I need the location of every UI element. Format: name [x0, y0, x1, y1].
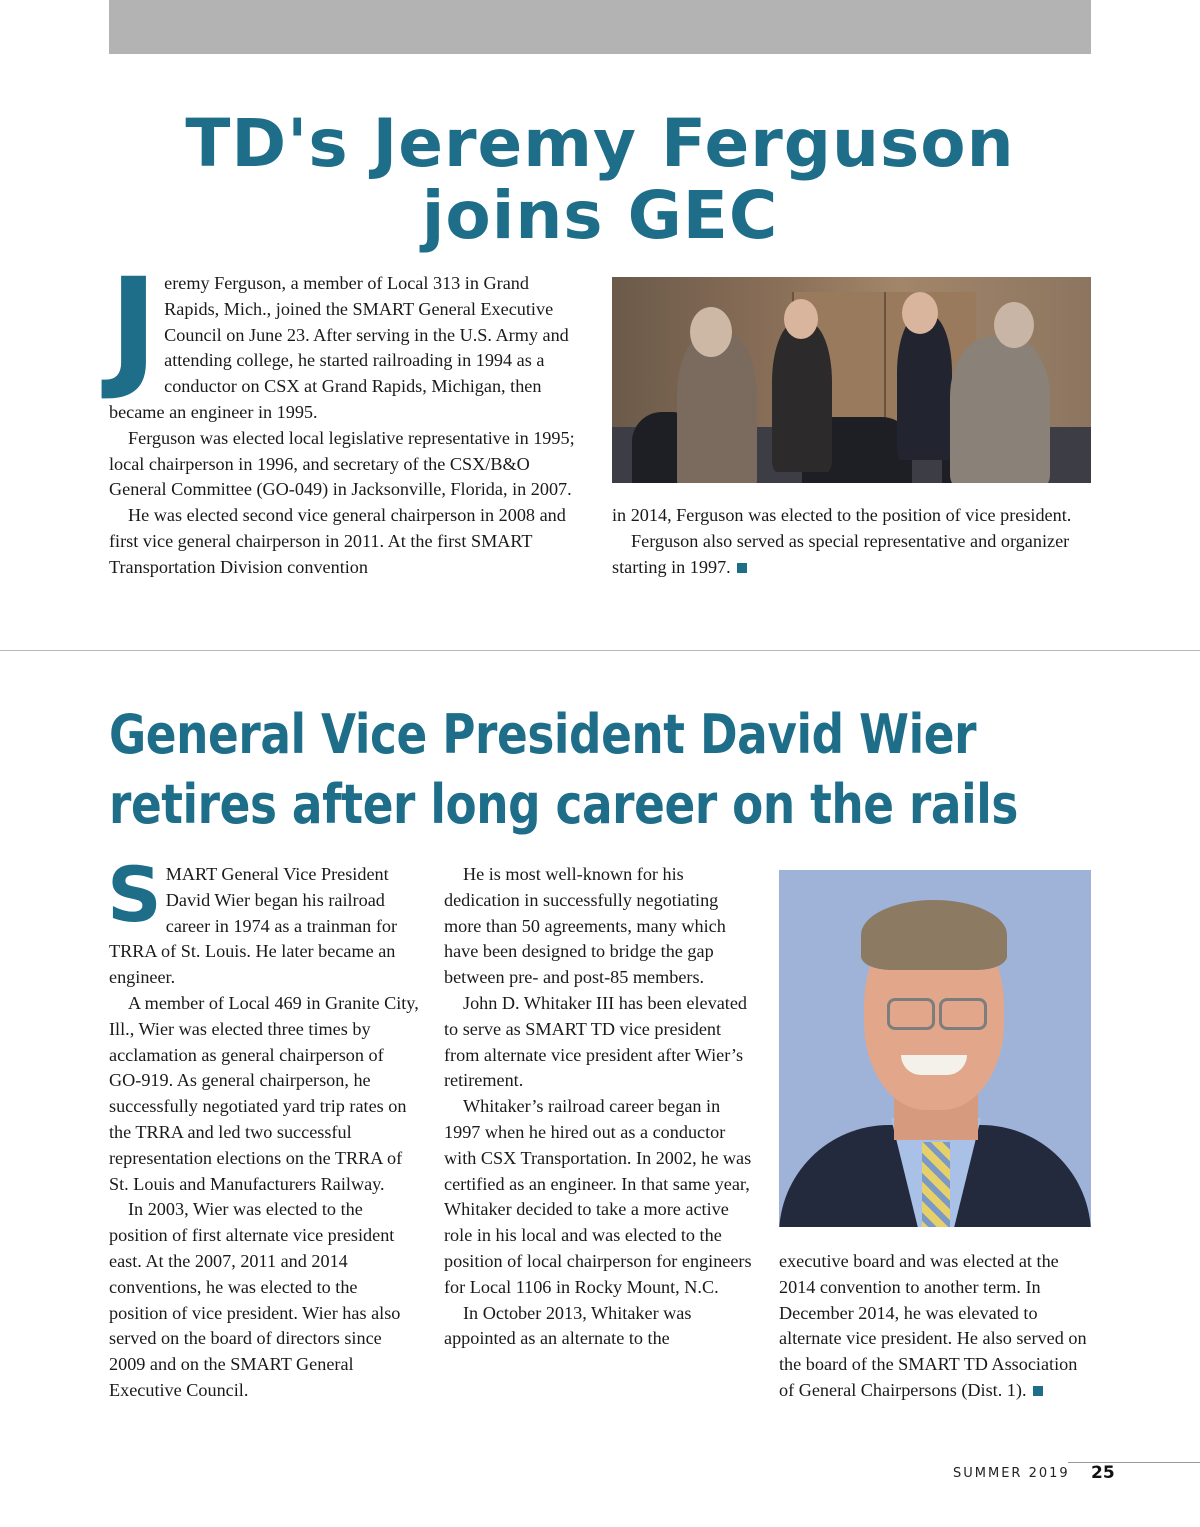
article1-headline-line2: joins GEC	[421, 177, 779, 254]
footer-rule	[1068, 1462, 1200, 1463]
article1-dropcap: J	[109, 250, 159, 404]
article2-c3p1-text: executive board and was elected at the 2014 convention to another term. In December 2014, he was elevated to alternate vice president. He also served on the board of the SMART TD Association of General Chairpersons (Dist. 1).	[779, 1251, 1087, 1400]
article2-paragraph3: In 2003, Wier was elected to the position of first alternate vice president east. At the 2007, 2011 and 2014 conventions, he was elected to the position of vice president. Wier has also served on the board of directors since 2009 and on the SMART General Executive Council.	[109, 1199, 401, 1400]
whitaker-portrait-photo	[779, 870, 1091, 1227]
end-mark-icon	[737, 563, 747, 573]
footer-issue: SUMMER 2019	[953, 1466, 1070, 1481]
article2-c1p1-text: MART General Vice President David Wier began his railroad career in 1974 as a trainman for TRRA of St. Louis. He later became an engineer.	[109, 864, 398, 988]
article1-headline	[109, 105, 1091, 254]
article2-headline	[109, 700, 1018, 840]
article2-paragraph7: In October 2013, Whitaker was appointed as an alternate to the	[444, 1302, 692, 1349]
article2-column2	[444, 862, 754, 1352]
article2-paragraph2: A member of Local 469 in Granite City, Ill., Wier was elected three times by acclamation as general chairperson of GO-919. As general chairperson, he successfully negotiated yard trip rates on the TRRA and led two successful representation elections on the TRRA of St. Louis and Manufacturers Railway.	[109, 992, 419, 1194]
page-number: 25	[1091, 1463, 1115, 1483]
article1-column2	[612, 503, 1091, 580]
article1-paragraph1	[109, 250, 579, 426]
article2-paragraph1	[107, 850, 419, 991]
article2-column3	[779, 1249, 1091, 1404]
article1-column1	[109, 250, 579, 581]
section-divider	[0, 650, 1200, 651]
article2-column1	[107, 850, 419, 1404]
article1-p1-text: eremy Ferguson, a member of Local 313 in Grand Rapids, Mich., joined the SMART General Executive Council on June 23. After serving in the U.S. Army and attending college, he started railroading in 1994 as a conductor on CSX at Grand Rapids, Michigan, then became an engineer in 1995.	[109, 273, 569, 422]
article1-paragraph3-continued: in 2014, Ferguson was elected to the position of vice president.	[612, 505, 1072, 525]
article1-p4-text: Ferguson also served as special representative and organizer starting in 1997.	[612, 530, 1070, 577]
end-mark-icon	[1033, 1386, 1043, 1396]
top-bar	[109, 0, 1091, 54]
article2-paragraph6: Whitaker’s railroad career began in 1997 when he hired out as a conductor with CSX Transportation. In 2002, he was certified as an engineer. In that same year, Whitaker decided to take a more active role in his local and was elected to the position of local chairperson for engineers for Local 1106 in Rocky Mount, N.C.	[444, 1096, 752, 1297]
article1-headline-line1: TD's Jeremy Ferguson	[185, 105, 1015, 182]
ferguson-handshake-photo	[612, 277, 1091, 483]
article2-paragraph4: He is most well-known for his dedication in successfully negotiating more than 50 agreements, many which have been designed to bridge the gap between pre- and post-85 members.	[444, 864, 726, 988]
article2-paragraph5: John D. Whitaker III has been elevated to serve as SMART TD vice president from alternate vice president after Wier’s retirement.	[444, 992, 747, 1091]
article1-paragraph4	[612, 529, 1091, 581]
article2-headline-line1: General Vice President David Wier	[109, 703, 977, 766]
article2-paragraph8	[779, 1249, 1091, 1404]
article1-paragraph2: Ferguson was elected local legislative representative in 1995; local chairperson in 1996, and secretary of the CSX/B&O General Committee (GO-049) in Jacksonville, Florida, in 2007.	[109, 427, 575, 500]
article2-headline-line2: retires after long career on the rails	[109, 773, 1018, 836]
article1-paragraph3: He was elected second vice general chairperson in 2008 and first vice general chairperson in 2011. At the first SMART Transportation Division convention	[109, 505, 566, 577]
article2-dropcap: S	[107, 850, 162, 939]
